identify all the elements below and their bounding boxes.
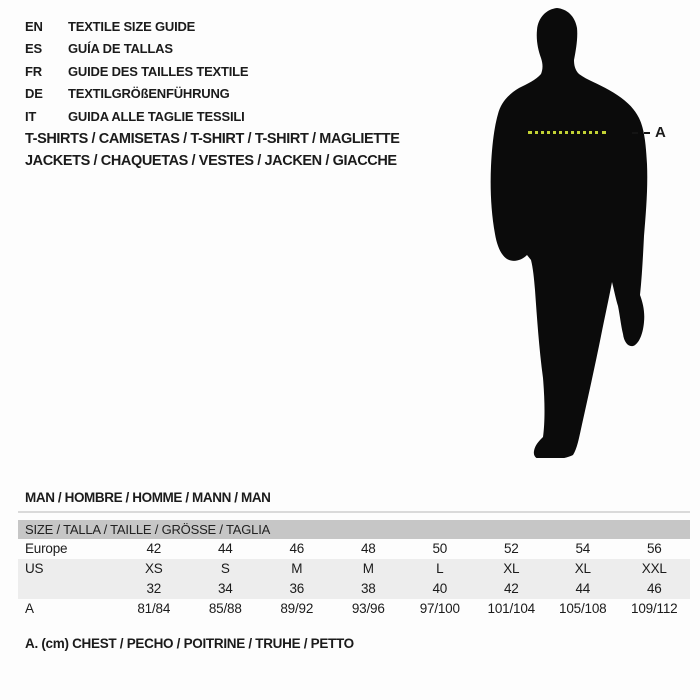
language-code: IT [25, 108, 37, 124]
size-cell: 52 [503, 541, 519, 556]
size-cell: 32 [146, 581, 162, 596]
size-cell: 44 [575, 581, 591, 596]
guide-title: GUIDA ALLE TAGLIE TESSILI [68, 108, 245, 124]
size-cell: 42 [503, 581, 519, 596]
row-label: Europe [25, 541, 68, 556]
man-silhouette-image [485, 6, 663, 458]
man-silhouette-path [491, 8, 648, 458]
size-cell: XS [144, 561, 163, 576]
size-cell: M [291, 561, 303, 576]
size-cell: 97/100 [419, 601, 460, 616]
size-cell: 101/104 [487, 601, 535, 616]
size-cell: 46 [289, 541, 305, 556]
language-code: ES [25, 41, 42, 57]
size-cell: 34 [217, 581, 233, 596]
table-row-numeric [18, 579, 690, 599]
product-line-tshirts: T-SHIRTS / CAMISETAS / T-SHIRT / T-SHIRT / MAGLIETTE [25, 131, 400, 147]
size-cell: 50 [432, 541, 448, 556]
guide-title: TEXTILE SIZE GUIDE [68, 19, 196, 34]
table-row-europe [18, 539, 690, 559]
size-cell: 40 [432, 581, 448, 596]
language-code: DE [25, 86, 43, 102]
size-cell: 46 [646, 581, 662, 596]
size-cell: L [436, 561, 444, 576]
size-cell: 109/112 [631, 601, 678, 616]
row-label [18, 579, 118, 599]
size-table [18, 511, 690, 619]
size-cell: 56 [646, 541, 662, 556]
chest-marker-label: A [655, 124, 666, 141]
size-cell: XL [503, 561, 520, 576]
gender-heading: MAN / HOMBRE / HOMME / MANN / MAN [25, 490, 271, 505]
language-row [25, 38, 248, 60]
size-cell: 93/96 [351, 601, 385, 616]
size-cell: M [362, 561, 374, 576]
language-code: EN [25, 19, 43, 34]
product-categories [25, 129, 399, 172]
guide-title: GUÍA DE TALLAS [68, 41, 173, 57]
size-table-header: SIZE / TALLA / TAILLE / GRÖSSE / TAGLIA [18, 520, 690, 539]
product-line-jackets: JACKETS / CHAQUETAS / VESTES / JACKEN / GIACCHE [25, 152, 397, 169]
size-cell: XXL [641, 561, 667, 576]
size-cell: 85/88 [208, 601, 242, 616]
language-code: FR [25, 63, 42, 79]
size-cell: 44 [217, 541, 233, 556]
language-title-list [25, 16, 248, 128]
chest-measure-dotted-line [528, 131, 606, 134]
table-top-rule [18, 511, 690, 513]
measurement-footnote: A. (cm) CHEST / PECHO / POITRINE / TRUHE / PETTO [25, 636, 354, 651]
size-cell: 42 [146, 541, 162, 556]
language-row [25, 106, 248, 128]
guide-title: TEXTILGRÖßENFÜHRUNG [68, 86, 230, 102]
language-row [25, 61, 248, 83]
size-cell: 36 [289, 581, 305, 596]
size-cell: 105/108 [559, 601, 607, 616]
language-row [25, 83, 248, 105]
marker-leader-dashes [632, 132, 650, 134]
size-cell: S [220, 561, 230, 576]
size-cell: 38 [360, 581, 376, 596]
language-row [25, 16, 248, 38]
row-label: A [25, 601, 34, 616]
size-cell: 48 [360, 541, 376, 556]
size-cell: 81/84 [137, 601, 171, 616]
row-label: US [25, 561, 44, 576]
table-row-us [18, 559, 690, 579]
guide-title: GUIDE DES TAILLES TEXTILE [68, 63, 249, 79]
table-row-chest [18, 599, 690, 619]
size-cell: 54 [575, 541, 591, 556]
size-cell: XL [574, 561, 591, 576]
size-cell: 89/92 [280, 601, 314, 616]
